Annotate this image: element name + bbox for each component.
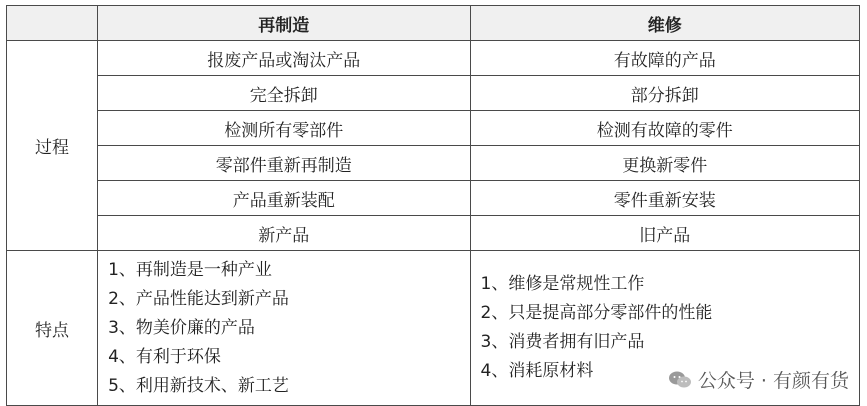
list-item: 4、消耗原材料: [480, 361, 594, 381]
header-row: [7, 6, 860, 41]
process-row: [7, 216, 860, 251]
process-repair-cell: 旧产品: [470, 216, 859, 251]
process-reman-cell: 检测所有零部件: [98, 111, 470, 146]
watermark: [664, 366, 853, 393]
list-item: 3、消费者拥有旧产品: [480, 332, 645, 352]
list-item: 3、物美价廉的产品: [108, 317, 255, 338]
process-row: [7, 111, 860, 146]
process-reman-cell: 零部件重新再制造: [98, 146, 470, 181]
header-repair: 维修: [470, 6, 859, 41]
process-reman-cell: 产品重新装配: [98, 181, 470, 216]
header-corner: [7, 6, 98, 41]
comparison-table: [6, 5, 860, 400]
process-repair-cell: 更换新零件: [470, 146, 859, 181]
process-row: [7, 146, 860, 181]
process-reman-cell: 新产品: [98, 216, 470, 251]
wechat-icon: [668, 370, 692, 390]
list-item: 1、再制造是一种产业: [108, 259, 272, 280]
list-item: 4、有利于环保: [108, 346, 221, 367]
process-row: [7, 41, 860, 76]
process-reman-cell: 完全拆卸: [98, 76, 470, 111]
list-item: 1、维修是常规性工作: [480, 274, 645, 294]
features-label: 特点: [7, 251, 98, 406]
watermark-text: 公众号 · 有颜有货: [697, 370, 849, 392]
list-item: 5、利用新技术、新工艺: [108, 375, 289, 396]
list-item: 2、只是提高部分零部件的性能: [480, 303, 713, 323]
process-repair-cell: 有故障的产品: [470, 41, 859, 76]
process-reman-cell: 报废产品或淘汰产品: [98, 41, 470, 76]
process-repair-cell: 检测有故障的零件: [470, 111, 859, 146]
list-item: 2、产品性能达到新产品: [108, 288, 289, 309]
process-repair-cell: 零件重新安装: [470, 181, 859, 216]
process-repair-cell: 部分拆卸: [470, 76, 859, 111]
process-row: [7, 76, 860, 111]
header-remanufacturing: 再制造: [98, 6, 470, 41]
process-label: 过程: [7, 41, 98, 251]
process-row: [7, 181, 860, 216]
features-reman-cell: [98, 251, 470, 406]
